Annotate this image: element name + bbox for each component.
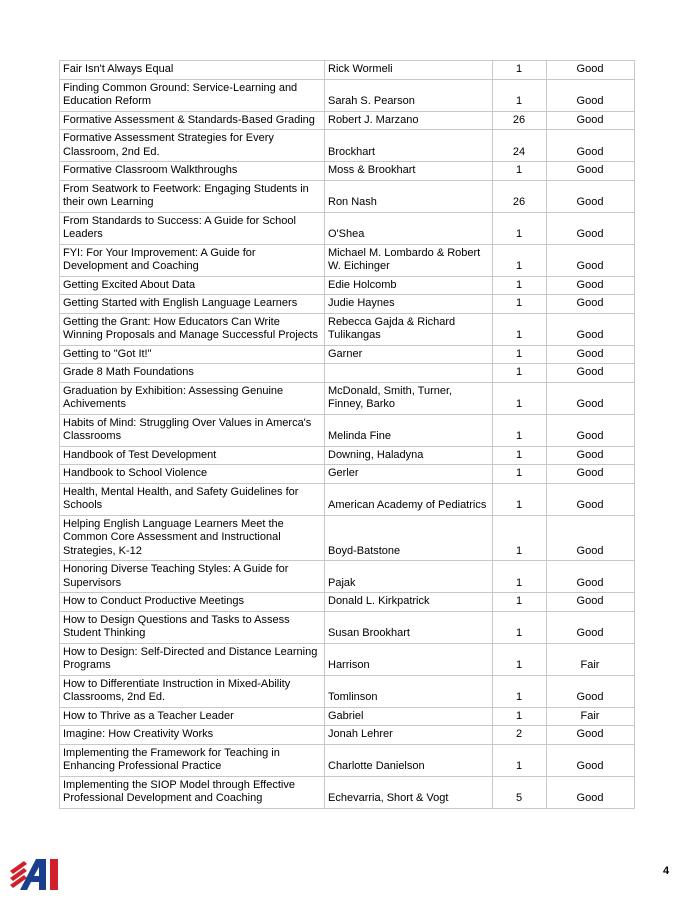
item-condition: Good: [547, 295, 635, 314]
item-author: Donald L. Kirkpatrick: [325, 593, 493, 612]
item-title: Habits of Mind: Struggling Over Values in Amerca's Classrooms: [60, 414, 325, 446]
table-row: [60, 744, 635, 776]
item-condition: Good: [547, 180, 635, 212]
item-condition: Good: [547, 776, 635, 808]
item-author: American Academy of Pediatrics: [325, 483, 493, 515]
item-author: Jonah Lehrer: [325, 726, 493, 745]
item-author: Rick Wormeli: [325, 61, 493, 80]
table-row: [60, 382, 635, 414]
item-author: Brockhart: [325, 130, 493, 162]
item-quantity: 1: [493, 61, 547, 80]
item-title: Getting Started with English Language Learners: [60, 295, 325, 314]
item-author: Downing, Haladyna: [325, 446, 493, 465]
item-title: FYI: For Your Improvement: A Guide for Development and Coaching: [60, 244, 325, 276]
item-condition: Good: [547, 313, 635, 345]
item-author: Robert J. Marzano: [325, 111, 493, 130]
item-quantity: 1: [493, 561, 547, 593]
item-title: How to Thrive as a Teacher Leader: [60, 707, 325, 726]
item-title: How to Design Questions and Tasks to Assess Student Thinking: [60, 611, 325, 643]
table-row: [60, 611, 635, 643]
item-condition: Good: [547, 446, 635, 465]
table-row: [60, 313, 635, 345]
item-quantity: 1: [493, 593, 547, 612]
item-title: Finding Common Ground: Service-Learning and Education Reform: [60, 79, 325, 111]
item-author: Gerler: [325, 465, 493, 484]
item-condition: Good: [547, 130, 635, 162]
item-condition: Good: [547, 593, 635, 612]
item-quantity: 1: [493, 515, 547, 561]
item-title: Graduation by Exhibition: Assessing Genuine Achivements: [60, 382, 325, 414]
item-quantity: 1: [493, 79, 547, 111]
item-author: Garner: [325, 345, 493, 364]
item-condition: Fair: [547, 643, 635, 675]
item-quantity: 1: [493, 446, 547, 465]
item-quantity: 26: [493, 180, 547, 212]
item-quantity: 1: [493, 675, 547, 707]
item-condition: Good: [547, 465, 635, 484]
item-title: Implementing the Framework for Teaching in Enhancing Professional Practice: [60, 744, 325, 776]
item-quantity: 1: [493, 382, 547, 414]
item-quantity: 1: [493, 276, 547, 295]
item-quantity: 1: [493, 744, 547, 776]
item-title: Getting Excited About Data: [60, 276, 325, 295]
item-author: Melinda Fine: [325, 414, 493, 446]
item-condition: Good: [547, 483, 635, 515]
item-condition: Good: [547, 611, 635, 643]
item-condition: Good: [547, 515, 635, 561]
item-title: Health, Mental Health, and Safety Guidelines for Schools: [60, 483, 325, 515]
table-row: [60, 483, 635, 515]
logo-letter-i: [50, 859, 58, 890]
table-row: [60, 111, 635, 130]
item-author: Judie Haynes: [325, 295, 493, 314]
item-condition: Good: [547, 276, 635, 295]
item-author: Susan Brookhart: [325, 611, 493, 643]
item-author: Tomlinson: [325, 675, 493, 707]
item-author: McDonald, Smith, Turner, Finney, Barko: [325, 382, 493, 414]
item-author: Gabriel: [325, 707, 493, 726]
item-quantity: 1: [493, 611, 547, 643]
inventory-table: [59, 60, 635, 809]
table-row: [60, 726, 635, 745]
item-author: Charlotte Danielson: [325, 744, 493, 776]
item-author: Edie Holcomb: [325, 276, 493, 295]
table-row: [60, 515, 635, 561]
item-author: Michael M. Lombardo & Robert W. Eichinger: [325, 244, 493, 276]
item-author: Sarah S. Pearson: [325, 79, 493, 111]
table-row: [60, 61, 635, 80]
item-quantity: 1: [493, 295, 547, 314]
table-row: [60, 675, 635, 707]
table-row: [60, 643, 635, 675]
table-row: [60, 276, 635, 295]
item-quantity: 1: [493, 244, 547, 276]
item-title: How to Conduct Productive Meetings: [60, 593, 325, 612]
inventory-table-body: [60, 61, 635, 809]
item-condition: Good: [547, 111, 635, 130]
table-row: [60, 414, 635, 446]
item-author: Rebecca Gajda & Richard Tulikangas: [325, 313, 493, 345]
table-row: [60, 707, 635, 726]
item-author: O'Shea: [325, 212, 493, 244]
item-condition: Fair: [547, 707, 635, 726]
item-condition: Good: [547, 162, 635, 181]
table-row: [60, 465, 635, 484]
item-quantity: 1: [493, 313, 547, 345]
item-author: Boyd-Batstone: [325, 515, 493, 561]
item-quantity: 2: [493, 726, 547, 745]
item-quantity: 1: [493, 483, 547, 515]
table-row: [60, 593, 635, 612]
table-row: [60, 180, 635, 212]
item-author: Echevarria, Short & Vogt: [325, 776, 493, 808]
item-quantity: 1: [493, 707, 547, 726]
item-title: From Standards to Success: A Guide for School Leaders: [60, 212, 325, 244]
table-row: [60, 79, 635, 111]
item-title: From Seatwork to Feetwork: Engaging Students in their own Learning: [60, 180, 325, 212]
item-author: Harrison: [325, 643, 493, 675]
item-title: Implementing the SIOP Model through Effective Professional Development and Coaching: [60, 776, 325, 808]
item-quantity: 1: [493, 345, 547, 364]
table-row: [60, 212, 635, 244]
item-quantity: 24: [493, 130, 547, 162]
item-condition: Good: [547, 79, 635, 111]
item-title: Formative Assessment & Standards-Based Grading: [60, 111, 325, 130]
item-quantity: 1: [493, 643, 547, 675]
item-title: Getting to "Got It!": [60, 345, 325, 364]
item-title: Formative Assessment Strategies for Every Classroom, 2nd Ed.: [60, 130, 325, 162]
table-row: [60, 561, 635, 593]
item-title: How to Design: Self-Directed and Distance Learning Programs: [60, 643, 325, 675]
item-condition: Good: [547, 345, 635, 364]
item-condition: Good: [547, 744, 635, 776]
item-condition: Good: [547, 244, 635, 276]
item-condition: Good: [547, 61, 635, 80]
item-title: Imagine: How Creativity Works: [60, 726, 325, 745]
item-title: Helping English Language Learners Meet the Common Core Assessment and Instructional Strategies, K-12: [60, 515, 325, 561]
item-quantity: 1: [493, 364, 547, 383]
table-row: [60, 345, 635, 364]
table-row: [60, 162, 635, 181]
item-title: How to Differentiate Instruction in Mixed-Ability Classrooms, 2nd Ed.: [60, 675, 325, 707]
item-condition: Good: [547, 382, 635, 414]
table-row: [60, 295, 635, 314]
item-title: Handbook of Test Development: [60, 446, 325, 465]
item-title: Getting the Grant: How Educators Can Write Winning Proposals and Manage Successful Projects: [60, 313, 325, 345]
item-author: [325, 364, 493, 383]
table-row: [60, 364, 635, 383]
page-number: 4: [663, 865, 670, 877]
table-row: [60, 130, 635, 162]
item-quantity: 5: [493, 776, 547, 808]
item-condition: Good: [547, 561, 635, 593]
item-title: Honoring Diverse Teaching Styles: A Guide for Supervisors: [60, 561, 325, 593]
item-title: Handbook to School Violence: [60, 465, 325, 484]
item-condition: Good: [547, 414, 635, 446]
table-row: [60, 446, 635, 465]
item-quantity: 1: [493, 414, 547, 446]
item-quantity: 1: [493, 465, 547, 484]
table-row: [60, 244, 635, 276]
item-condition: Good: [547, 364, 635, 383]
auction-logo-icon: [10, 859, 62, 890]
item-author: Pajak: [325, 561, 493, 593]
item-title: Fair Isn't Always Equal: [60, 61, 325, 80]
item-quantity: 1: [493, 162, 547, 181]
item-condition: Good: [547, 675, 635, 707]
item-title: Formative Classroom Walkthroughs: [60, 162, 325, 181]
item-condition: Good: [547, 212, 635, 244]
item-title: Grade 8 Math Foundations: [60, 364, 325, 383]
item-quantity: 26: [493, 111, 547, 130]
item-author: Moss & Brookhart: [325, 162, 493, 181]
table-row: [60, 776, 635, 808]
item-quantity: 1: [493, 212, 547, 244]
item-condition: Good: [547, 726, 635, 745]
item-author: Ron Nash: [325, 180, 493, 212]
